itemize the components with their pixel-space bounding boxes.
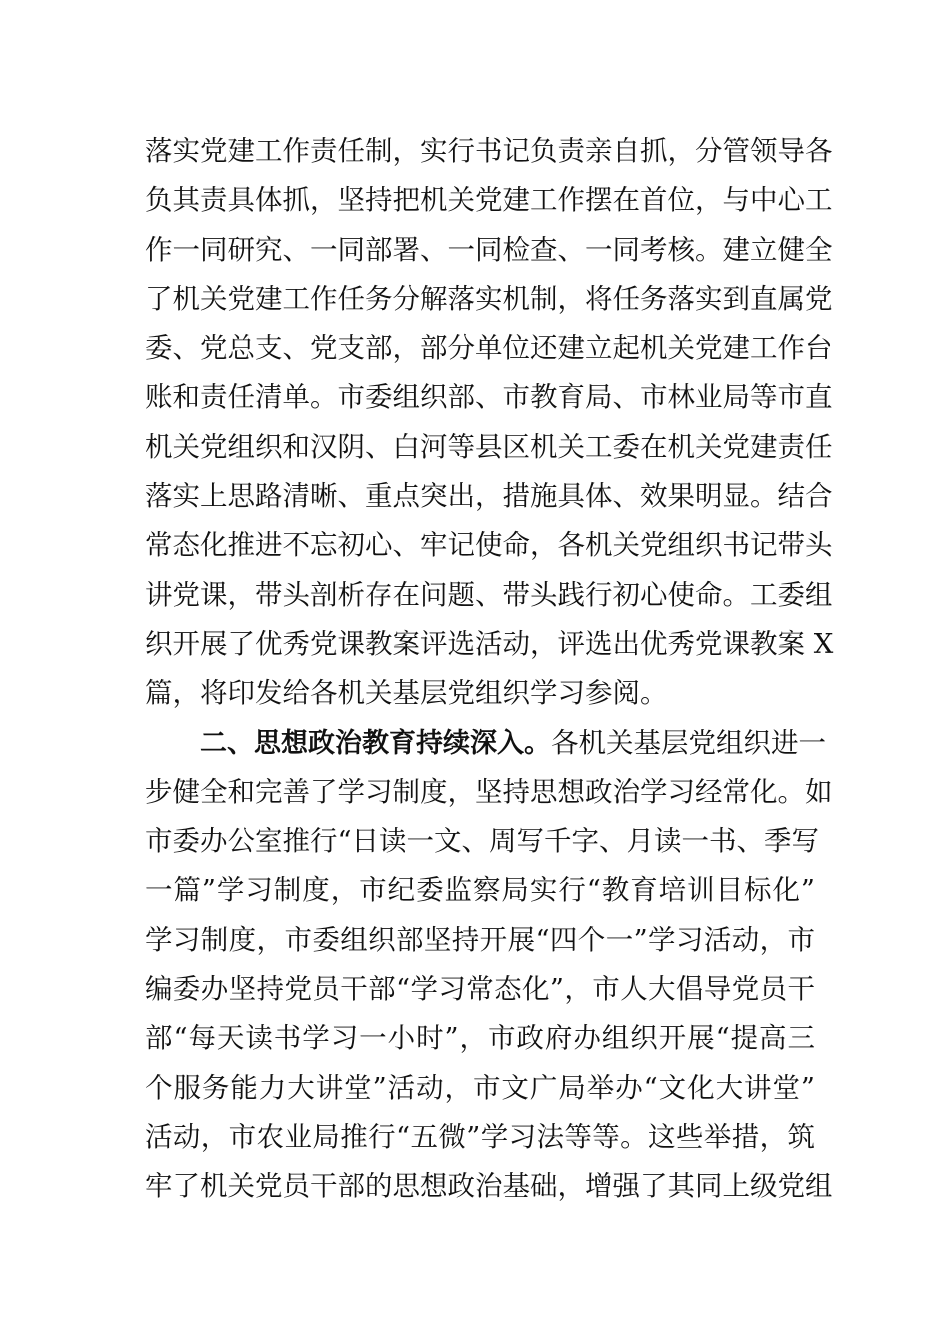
section-heading-continuation: 各机关基层党组织进一	[551, 726, 826, 759]
paragraph-line: 牢了机关党员干部的思想政治基础，增强了其同上级党组	[145, 1170, 833, 1203]
paragraph-line: 常态化推进不忘初心、牢记使命，各机关党组织书记带头	[145, 529, 833, 562]
paragraph-line: 了机关党建工作任务分解落实机制，将任务落实到直属党	[145, 282, 833, 315]
paragraph-line: 部“每天读书学习一小时”，市政府办组织开展“提高三	[145, 1022, 815, 1055]
section-heading: 二、思想政治教育持续深入。	[200, 727, 551, 759]
paragraph-line: 讲党课，带头剖析存在问题、带头践行初心使命。工委组	[145, 578, 833, 611]
paragraph-line: 委、党总支、党支部，部分单位还建立起机关党建工作台	[145, 332, 833, 365]
paragraph-line: 机关党组织和汉阴、白河等县区机关工委在机关党建责任	[145, 430, 833, 463]
paragraph-line: 负其责具体抓，坚持把机关党建工作摆在首位，与中心工	[145, 184, 833, 217]
paragraph-line: 落实上思路清晰、重点突出，措施具体、效果明显。结合	[145, 480, 833, 513]
paragraph-line: 个服务能力大讲堂”活动，市文广局举办“文化大讲堂”	[145, 1071, 815, 1104]
paragraph-line: 步健全和完善了学习制度，坚持思想政治学习经常化。如	[145, 775, 833, 808]
paragraph-line-last: 篇，将印发给各机关基层党组织学习参阅。	[145, 677, 668, 710]
paragraph-line: 账和责任清单。市委组织部、市教育局、市林业局等市直	[145, 381, 833, 414]
paragraph-line: 一篇”学习制度，市纪委监察局实行“教育培训目标化”	[145, 874, 815, 907]
paragraph-line: 市委办公室推行“日读一文、周写千字、月读一书、季写	[145, 825, 820, 858]
paragraph-line: 织开展了优秀党课教案评选活动，评选出优秀党课教案 X	[145, 627, 834, 660]
paragraph-line: 落实党建工作责任制，实行书记负责亲自抓，分管领导各	[145, 135, 833, 167]
paragraph-line: 编委办坚持党员干部“学习常态化”，市人大倡导党员干	[145, 973, 815, 1006]
paragraph-line: 学习制度，市委组织部坚持开展“四个一”学习活动，市	[145, 923, 815, 956]
paragraph-line: 活动，市农业局推行“五微”学习法等等。这些举措，筑	[145, 1120, 815, 1153]
section-heading-line	[145, 719, 826, 768]
paragraph-line: 作一同研究、一同部署、一同检查、一同考核。建立健全	[145, 233, 833, 266]
body-text	[145, 127, 834, 1212]
